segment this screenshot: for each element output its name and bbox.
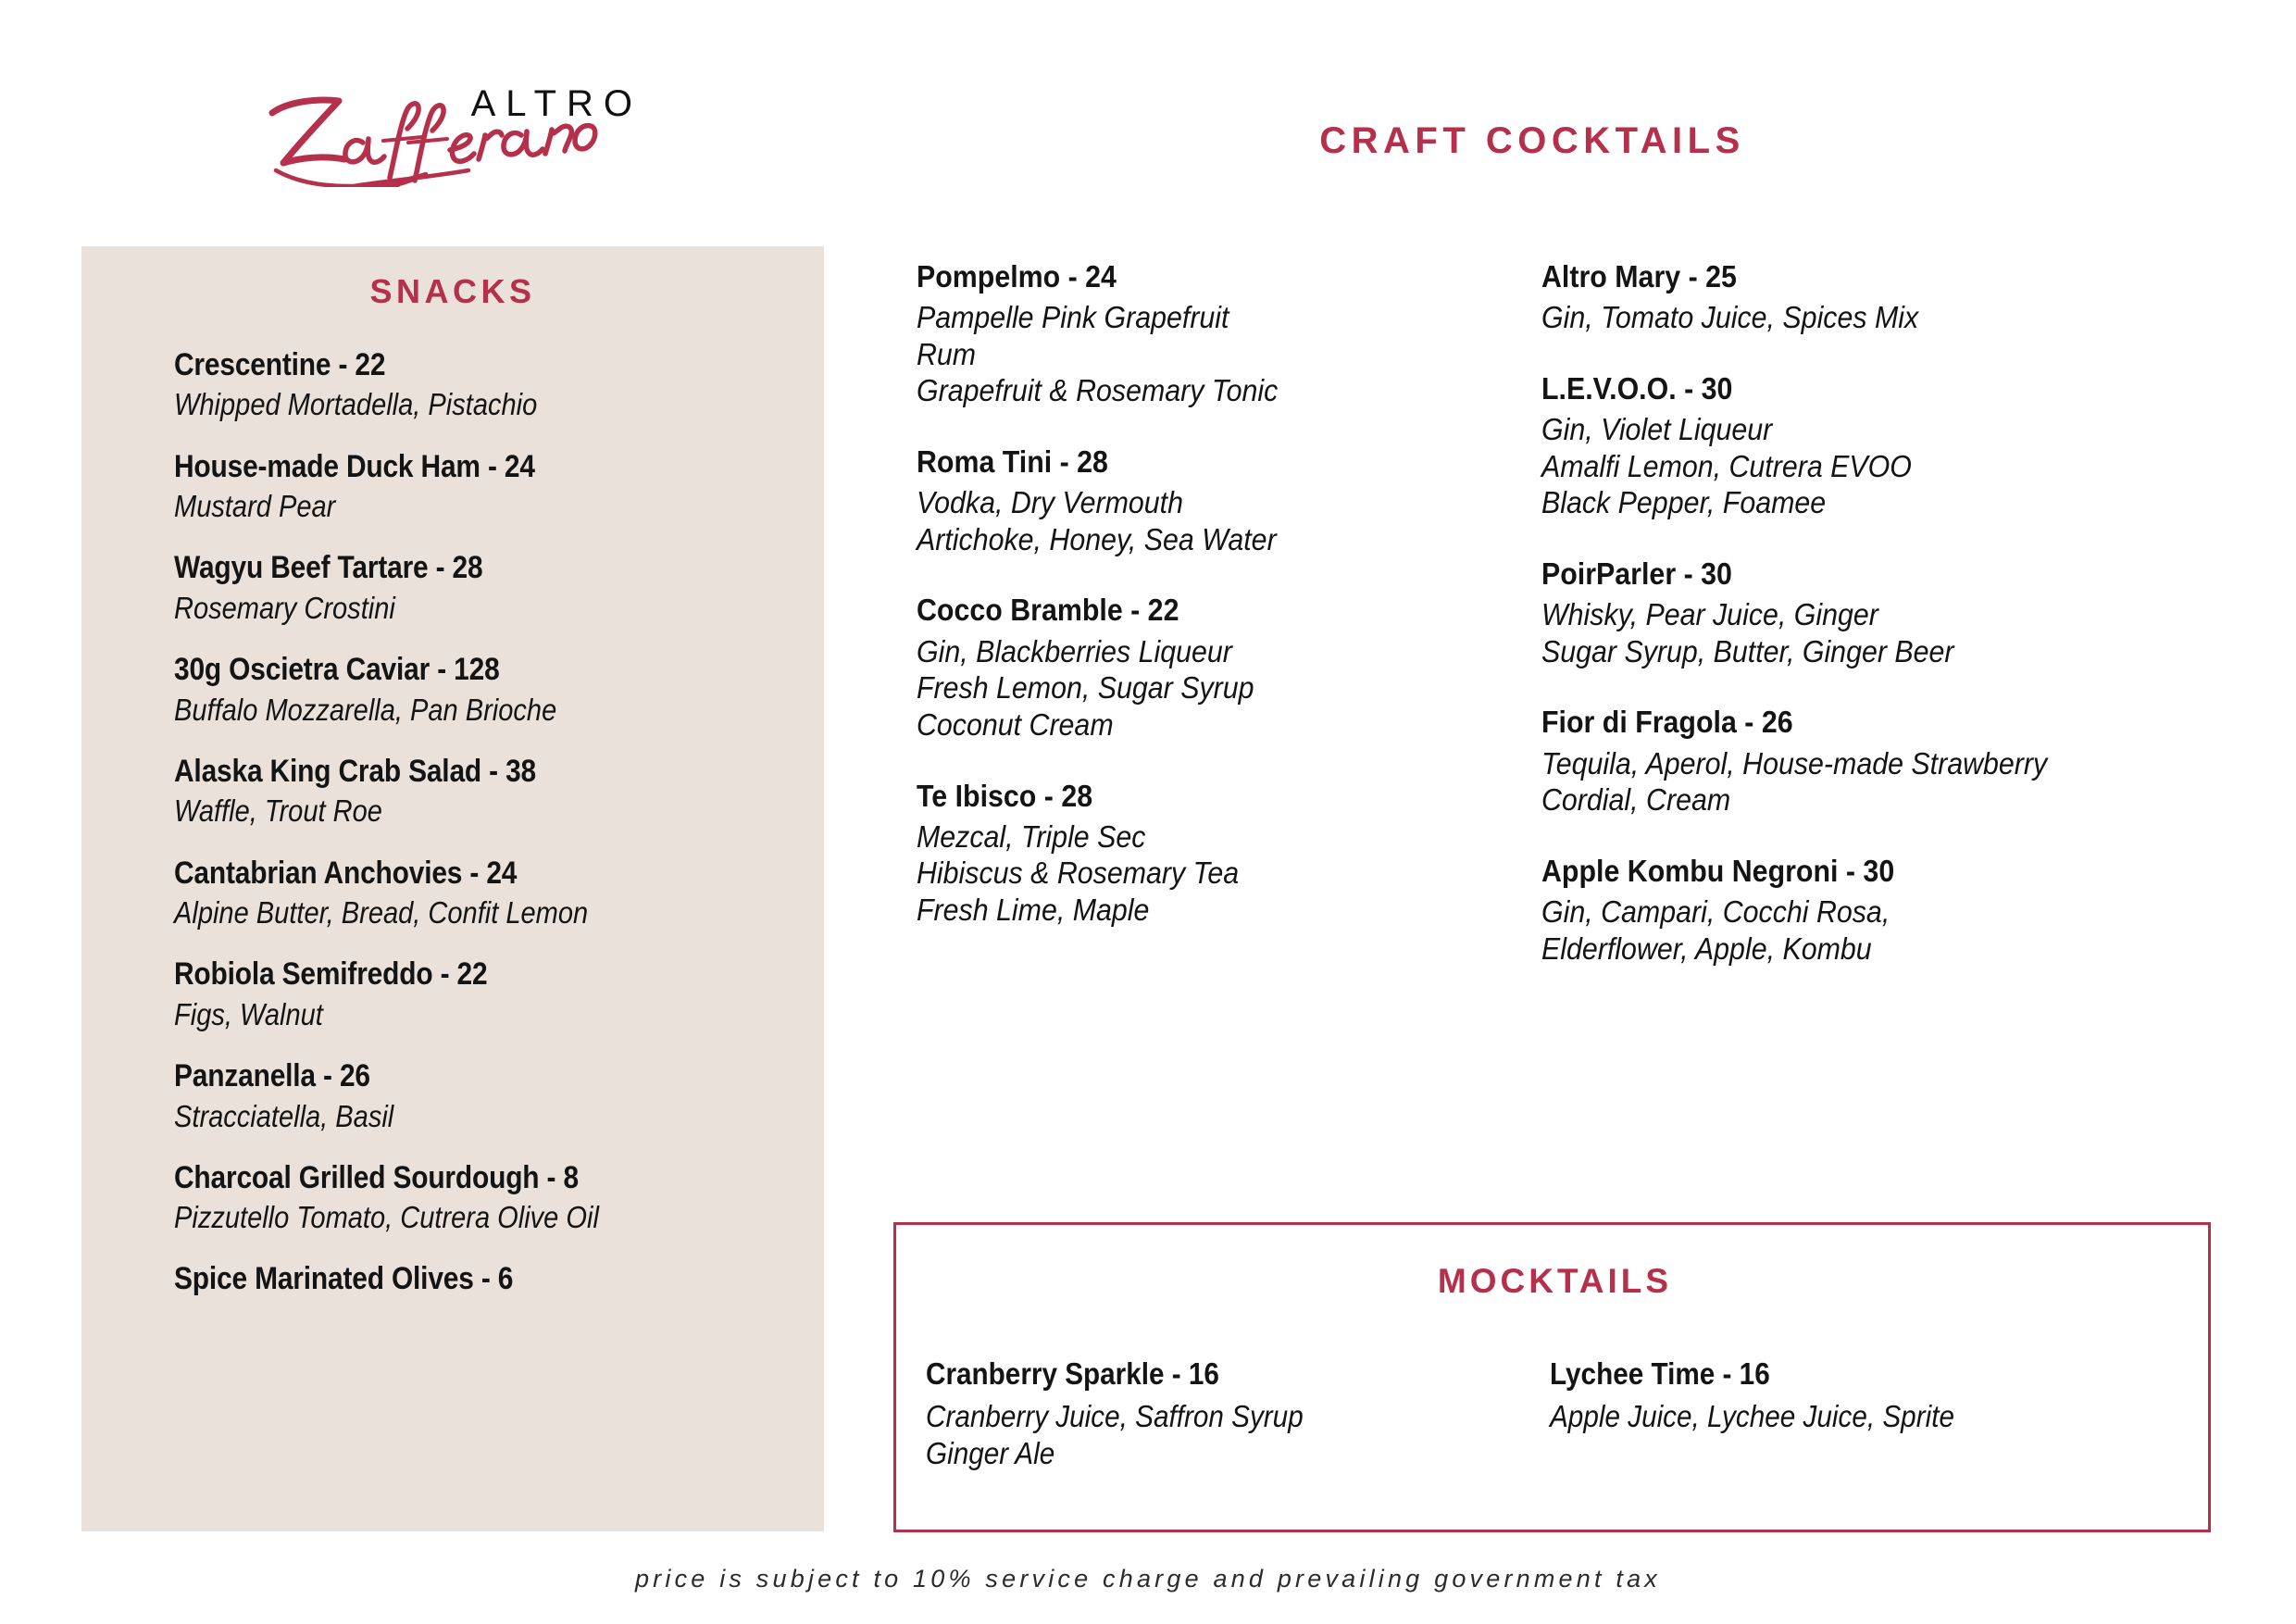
- snack-item: [174, 448, 813, 526]
- mocktails-panel: [893, 1222, 2211, 1532]
- mocktail-ingredient-line: Cranberry Juice, Saffron Syrup: [926, 1399, 1304, 1434]
- cocktail-name: Pompelmo - 24: [917, 259, 1117, 294]
- cocktail-ingredients: [1541, 893, 2245, 967]
- snack-description: Whipped Mortadella, Pistachio: [174, 387, 538, 422]
- mocktail-item: [926, 1355, 1500, 1471]
- cocktail-ingredient-line: Grapefruit & Rosemary Tonic: [917, 373, 1279, 408]
- mocktails-column-2: [1550, 1355, 2161, 1435]
- cocktail-ingredients: [1541, 411, 2245, 521]
- cocktail-ingredient-line: Fresh Lemon, Sugar Syrup: [917, 670, 1254, 706]
- craft-cocktails-heading: CRAFT COCKTAILS: [1319, 120, 1745, 161]
- snack-description: Alpine Butter, Bread, Confit Lemon: [174, 895, 589, 931]
- cocktail-ingredient-line: Elderflower, Apple, Kombu: [1541, 931, 1872, 966]
- cocktail-ingredients: [917, 818, 1472, 929]
- cocktail-item: [1541, 703, 2245, 818]
- brand-logo: [259, 37, 648, 176]
- cocktail-name: Roma Tini - 28: [917, 444, 1108, 480]
- cocktail-item: [1541, 257, 2245, 336]
- cocktail-name: Apple Kombu Negroni - 30: [1541, 853, 1895, 888]
- snack-name: House-made Duck Ham - 24: [174, 448, 535, 484]
- cocktail-ingredients: [1541, 299, 2245, 336]
- cocktail-ingredient-line: Mezcal, Triple Sec: [917, 818, 1146, 854]
- cocktail-item: [1541, 555, 2245, 669]
- snack-item: [174, 855, 813, 932]
- snacks-heading: SNACKS: [369, 272, 536, 310]
- cocktail-item: [1541, 852, 2245, 967]
- price-disclaimer: price is subject to 10% service charge and prevailing government tax: [634, 1565, 1662, 1593]
- snack-item: [174, 1057, 813, 1135]
- snack-name: Alaska King Crab Salad - 38: [174, 753, 537, 789]
- cocktail-ingredient-line: Artichoke, Honey, Sea Water: [917, 521, 1277, 556]
- snack-item: [174, 549, 813, 627]
- mocktails-column-1: [926, 1355, 1500, 1471]
- snack-description: Stracciatella, Basil: [174, 1098, 394, 1133]
- mocktail-item: [1550, 1355, 2161, 1435]
- snack-name: Charcoal Grilled Sourdough - 8: [174, 1159, 579, 1195]
- cocktail-item: [917, 257, 1472, 409]
- cocktail-name: PoirParler - 30: [1541, 556, 1732, 591]
- snack-description: Buffalo Mozzarella, Pan Brioche: [174, 692, 557, 727]
- cocktail-ingredient-line: Pampelle Pink Grapefruit: [917, 300, 1229, 335]
- cocktail-item: [917, 443, 1472, 557]
- snack-name: Cantabrian Anchovies - 24: [174, 855, 518, 891]
- snack-name: Crescentine - 22: [174, 347, 386, 382]
- cocktail-ingredient-line: Gin, Violet Liqueur: [1541, 412, 1773, 447]
- snack-name: Robiola Semifreddo - 22: [174, 956, 488, 993]
- cocktail-ingredient-line: Gin, Blackberries Liqueur: [917, 633, 1232, 668]
- cocktail-ingredient-line: Vodka, Dry Vermouth: [917, 485, 1183, 520]
- cocktail-ingredients: [917, 484, 1472, 557]
- cocktail-ingredients: [1541, 596, 2245, 669]
- cocktail-ingredient-line: Fresh Lime, Maple: [917, 892, 1150, 927]
- snack-description: Mustard Pear: [174, 489, 336, 524]
- cocktail-name: Altro Mary - 25: [1541, 259, 1737, 294]
- mocktail-ingredients: [926, 1398, 1500, 1471]
- cocktail-ingredients: [917, 633, 1472, 743]
- snack-description: Pizzutello Tomato, Cutrera Olive Oil: [174, 1200, 599, 1235]
- cocktails-column-1: [917, 257, 1472, 962]
- cocktail-name: L.E.V.O.O. - 30: [1541, 370, 1733, 406]
- cocktail-ingredient-line: Black Pepper, Foamee: [1541, 485, 1827, 520]
- cocktail-item: [1541, 369, 2245, 521]
- snack-item: [174, 1260, 813, 1298]
- brand-logo-zafferano-script: [259, 85, 648, 187]
- mocktail-name: Lychee Time - 16: [1550, 1356, 1770, 1391]
- mocktail-ingredients: [1550, 1398, 2161, 1435]
- cocktails-column-2: [1541, 257, 2245, 1000]
- snack-name: Spice Marinated Olives - 6: [174, 1261, 514, 1297]
- cocktail-ingredient-line: Tequila, Aperol, House-made Strawberry: [1541, 745, 2048, 781]
- cocktail-ingredient-line: Rum: [917, 336, 977, 371]
- cocktail-ingredient-line: Cordial, Cream: [1541, 782, 1731, 818]
- cocktail-ingredient-line: Amalfi Lemon, Cutrera EVOO: [1541, 448, 1912, 483]
- mocktail-ingredient-line: Apple Juice, Lychee Juice, Sprite: [1550, 1399, 1954, 1434]
- snack-item: [174, 956, 813, 1033]
- snack-name: 30g Oscietra Caviar - 128: [174, 652, 500, 688]
- brand-logo-altro-text: ALTRO: [470, 83, 643, 124]
- cocktail-item: [917, 777, 1472, 929]
- cocktail-name: Cocco Bramble - 22: [917, 593, 1179, 628]
- cocktail-ingredients: [1541, 745, 2245, 818]
- snack-item: [174, 346, 813, 424]
- snack-item: [174, 651, 813, 729]
- cocktail-ingredients: [917, 299, 1472, 409]
- snacks-list: [174, 346, 813, 1299]
- cocktail-item: [917, 591, 1472, 743]
- snack-name: Wagyu Beef Tartare - 28: [174, 550, 483, 586]
- mocktail-ingredient-line: Ginger Ale: [926, 1435, 1055, 1470]
- cocktail-name: Fior di Fragola - 26: [1541, 705, 1793, 740]
- snack-description: Rosemary Crostini: [174, 590, 395, 625]
- snack-item: [174, 753, 813, 831]
- snack-name: Panzanella - 26: [174, 1058, 370, 1094]
- cocktail-ingredient-line: Gin, Tomato Juice, Spices Mix: [1541, 300, 1919, 335]
- mocktails-heading: MOCKTAILS: [1437, 1262, 1673, 1300]
- snack-item: [174, 1159, 813, 1237]
- snacks-panel: [81, 246, 824, 1531]
- mocktail-name: Cranberry Sparkle - 16: [926, 1356, 1219, 1391]
- cocktail-name: Te Ibisco - 28: [917, 778, 1093, 813]
- snack-description: Figs, Walnut: [174, 996, 323, 1031]
- cocktail-ingredient-line: Whisky, Pear Juice, Ginger: [1541, 597, 1878, 632]
- cocktail-ingredient-line: Hibiscus & Rosemary Tea: [917, 856, 1240, 891]
- cocktail-ingredient-line: Coconut Cream: [917, 706, 1114, 742]
- cocktail-ingredient-line: Gin, Campari, Cocchi Rosa,: [1541, 894, 1890, 929]
- cocktail-ingredient-line: Sugar Syrup, Butter, Ginger Beer: [1541, 633, 1954, 668]
- snack-description: Waffle, Trout Roe: [174, 793, 382, 829]
